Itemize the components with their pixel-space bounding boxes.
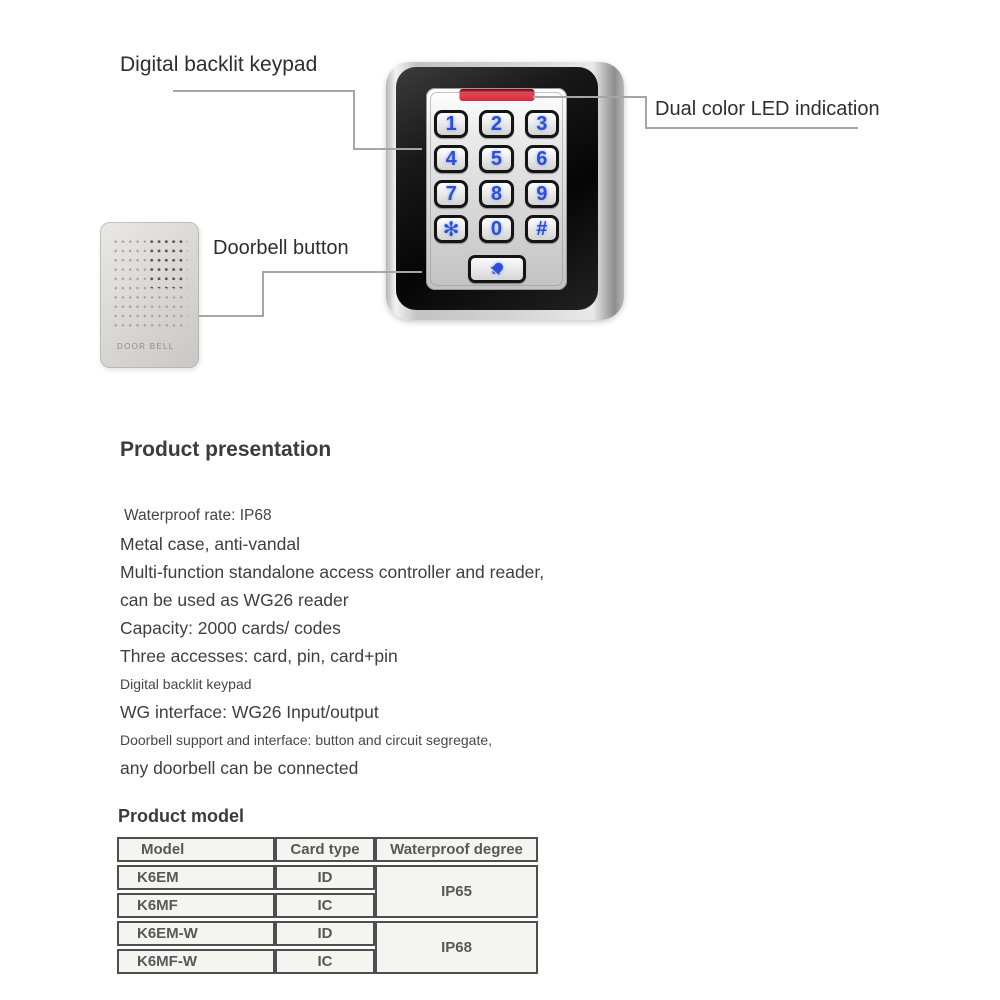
led-callout-line-h1 [533, 96, 647, 98]
spec-line: Metal case, anti-vandal [120, 534, 300, 554]
spec-line: Capacity: 2000 cards/ codes [120, 618, 341, 638]
key-2: 2 [479, 110, 513, 138]
header-card-type: Card type [275, 837, 375, 862]
keypad-keys [434, 110, 559, 243]
key-3: 3 [525, 110, 559, 138]
card-type-cell: ID [275, 921, 375, 946]
key-star: ✻ [434, 215, 468, 243]
key-7: 7 [434, 180, 468, 208]
table-row [117, 865, 538, 890]
card-type-cell: ID [275, 865, 375, 890]
led-callout-label: Dual color LED indication [655, 98, 880, 120]
model-cell: K6MF [117, 893, 275, 918]
key-1: 1 [434, 110, 468, 138]
keypad-callout-line-v [353, 90, 355, 150]
spec-line: WG interface: WG26 Input/output [120, 702, 379, 722]
bell-icon [483, 256, 510, 283]
waterproof-cell: IP65 [375, 865, 538, 918]
led-indicator [459, 89, 534, 101]
spec-line: Three accesses: card, pin, card+pin [120, 646, 398, 666]
key-8: 8 [479, 180, 513, 208]
doorbell-device-label: DOOR BELL [117, 342, 175, 351]
card-type-cell: IC [275, 949, 375, 974]
doorbell-callout-label: Doorbell button [213, 237, 349, 259]
spec-line: Multi-function standalone access controller and reader, [120, 562, 545, 582]
table-header-row [117, 837, 538, 862]
key-4: 4 [434, 145, 468, 173]
doorbell-callout-line-v [262, 271, 264, 317]
key-0: 0 [479, 215, 513, 243]
keypad-callout-line-h1 [173, 90, 355, 92]
doorbell-device [100, 222, 199, 368]
spec-line: can be used as WG26 reader [120, 590, 349, 610]
model-cell: K6EM-W [117, 921, 275, 946]
keypad-device [386, 62, 624, 320]
header-model: Model [117, 837, 275, 862]
spec-line: Waterproof rate: IP68 [124, 507, 272, 524]
presentation-lines [120, 502, 544, 782]
doorbell-key [468, 255, 526, 283]
key-6: 6 [525, 145, 559, 173]
led-callout-line-h2 [645, 127, 858, 129]
model-cell: K6MF-W [117, 949, 275, 974]
card-type-cell: IC [275, 893, 375, 918]
keypad-callout-label: Digital backlit keypad [120, 53, 318, 76]
product-model-table [117, 834, 538, 977]
header-waterproof: Waterproof degree [375, 837, 538, 862]
product-model-heading: Product model [118, 806, 245, 826]
doorbell-callout-line-h1 [262, 271, 422, 273]
spec-line: any doorbell can be connected [120, 758, 359, 778]
waterproof-cell: IP68 [375, 921, 538, 974]
speaker-holes-dark-cluster [147, 235, 187, 288]
model-cell: K6EM [117, 865, 275, 890]
spec-line: Doorbell support and interface: button and circuit segregate, [120, 732, 493, 748]
presentation-heading: Product presentation [120, 438, 332, 461]
table-row [117, 921, 538, 946]
key-5: 5 [479, 145, 513, 173]
key-9: 9 [525, 180, 559, 208]
led-callout-line-v [645, 96, 647, 129]
key-hash: # [525, 215, 559, 243]
keypad-callout-line-h2 [353, 148, 422, 150]
keypad-panel [426, 88, 567, 290]
doorbell-callout-line-h2 [199, 315, 264, 317]
spec-line: Digital backlit keypad [120, 676, 252, 692]
